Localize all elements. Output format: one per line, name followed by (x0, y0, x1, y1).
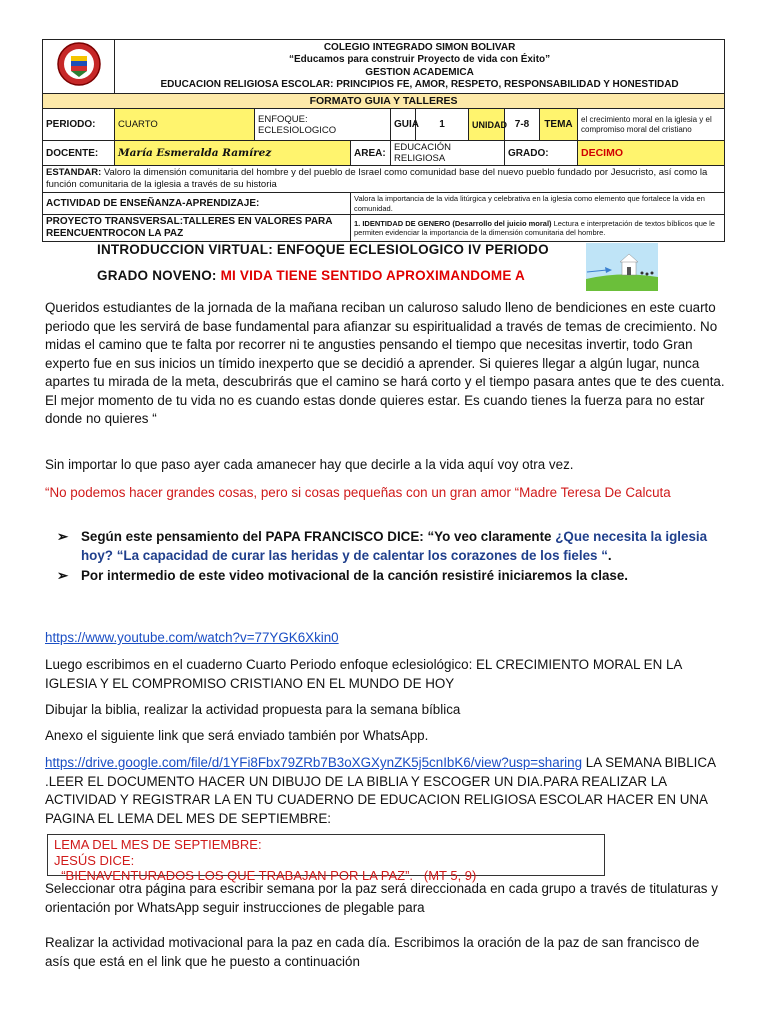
list-item (45, 528, 725, 565)
school-motto: “Educamos para construir Proyecto de vida con Éxito” (288, 54, 551, 65)
grado-value: DECIMO (578, 141, 725, 166)
docente-value: María Esmeralda Ramírez (115, 141, 351, 166)
proyecto-label: PROYECTO TRANSVERSAL:TALLERES EN VALORES PARA REENCUENTROCON LA PAZ (43, 215, 351, 242)
paragraph-dibujar: Dibujar la biblia, realizar la actividad propuesta para la semana bíblica (45, 702, 461, 717)
madre-teresa-quote: “No podemos hacer grandes cosas, pero si cosas pequeñas con un gran amor “Madre Teresa De Calcuta (45, 485, 671, 500)
school-management: GESTION ACADEMICA (365, 66, 474, 78)
school-name: COLEGIO INTEGRADO SIMON BOLIVAR (323, 41, 516, 53)
lema-box (47, 834, 605, 883)
paragraph-anexo: Anexo el siguiente link que será enviado también por WhatsApp. (45, 728, 429, 743)
paragraph-semana-biblica (45, 754, 725, 828)
bullet-list (45, 528, 725, 586)
format-title: FORMATO GUIA Y TALLERES (43, 94, 725, 109)
bullet2-text: Por intermedio de este video motivacional de la canción resistiré iniciaremos la clase. (81, 568, 629, 583)
header-table (42, 39, 725, 242)
periodo-value: CUARTO (115, 109, 255, 141)
docente-label: DOCENTE: (43, 141, 115, 166)
intro-title: INTRODUCCION VIRTUAL: ENFOQUE ECLESIOLOGICO IV PERIODO (97, 242, 549, 257)
proyecto-text: Lectura e interpretación de textos bíblicos que le permiten evidenciar la importancia de la dimensión comunitaria del hombre. (354, 218, 715, 237)
proyecto-row (351, 215, 725, 242)
area-label: AREA: (351, 141, 391, 166)
area-value: EDUCACIÓN RELIGIOSA (391, 141, 505, 166)
list-item (45, 567, 725, 586)
grado-label: GRADO: (505, 141, 578, 166)
grade-title: MI VIDA TIENE SENTIDO APROXIMANDOME A (220, 268, 525, 283)
school-education: EDUCACION RELIGIOSA ESCOLAR: PRINCIPIOS FE, AMOR, RESPETO, RESPONSABILIDAD Y HONESTIDAD (160, 79, 679, 90)
actividad-label: ACTIVIDAD DE ENSEÑANZA-APRENDIZAJE: (43, 193, 351, 215)
arrow-icon (585, 266, 613, 276)
arrow-bullet-icon: ➢ (57, 568, 69, 583)
lema-title: LEMA DEL MES DE SEPTIEMBRE: (54, 837, 262, 852)
school-logo (43, 40, 115, 94)
arrow-bullet-icon: ➢ (57, 529, 69, 544)
lema-quote: “BIENAVENTURADOS LOS QUE TRABAJAN POR LA PAZ”. (MT 5, 9) (54, 868, 477, 883)
tema-label: TEMA (540, 109, 578, 141)
actividad-text: Valora la importancia de la vida litúrgica y celebrativa en la iglesia como elemento que fortalece la vida en comunidad. (351, 193, 725, 215)
guia-value: 1 (416, 109, 469, 141)
bullet1-text-c: . (607, 547, 612, 563)
estandar-label: ESTANDAR: (46, 167, 102, 178)
grade-line (97, 268, 525, 283)
lema-jesus: JESÚS DICE: (54, 852, 135, 868)
school-info (115, 40, 725, 94)
unidad-value: 7-8 (505, 109, 540, 141)
semana-biblica-text: LA SEMANA BIBLICA .LEER EL DOCUMENTO HACER UN DIBUJO DE LA BIBLIA Y ESCOGER UN DIA.PARA REALIZAR LA ACTIVIDAD Y REGISTRAR LA EN TU CUADERNO DE EDUCACION RELIGIOSA ESCOLAR HACER EN UNA PAGINA EL LEMA DEL MES DE SEPTIEMBRE: (45, 755, 716, 826)
paragraph-cuaderno: Luego escribimos en el cuaderno Cuarto Periodo enfoque eclesiológico: EL CRECIMIENTO MORAL EN LA IGLESIA Y EL COMPROMISO CRISTIANO EN EL MUNDO DE HOY (45, 657, 682, 691)
periodo-label: PERIODO: (43, 109, 115, 141)
paragraph-realizar: Realizar la actividad motivacional para la paz en cada día. Escribimos la oración de la paz de san francisco de asís que está en el link que he puesto a continuación (45, 935, 700, 969)
estandar-text: Valoro la dimensión comunitaria del hombre y del pueblo de Israel como comunidad base del nuevo pueblo fundado por Jesucristo, así como la función comunitaria de la iglesia a través de su historia (46, 167, 708, 190)
estandar-row (43, 166, 725, 193)
bullet1-text-b: ¿Que necesita la iglesia hoy? “La capacidad de curar las heridas y de calentar los corazones de los fieles “ (81, 529, 708, 563)
guia-label: GUIA (391, 109, 416, 141)
unidad-label: UNIDAD (469, 109, 505, 141)
enfoque-label: ENFOQUE: ECLESIOLOGICO (255, 109, 391, 141)
proyecto-bold: 1. IDENTIDAD DE GENERO (Desarrollo del juicio moral) (354, 218, 552, 228)
intro-paragraph: Queridos estudiantes de la jornada de la mañana reciban un caluroso saludo lleno de bendiciones en este cuarto periodo que les servirá de base fundamental para afianzar su espiritualidad a través de temas de crecimiento. No midas el camino que te falta por recorrer ni te angusties pensando el tiempo que necesitas invertir, todo Gran experto fue en sus inicios un tímido inexperto que se decidió a aprender. Si quieres llegar a algún lugar, nunca apartes tu mirada de la meta, descubrirás que el camino se hará corto y el tiempo pasara antes que te des cuenta. El mejor momento de tu vida no es cuando estas donde quieres estar. Es cuando tienes la fuerza para no estar donde no quieres “ (45, 300, 725, 426)
bullet1-text-a: Según este pensamiento del PAPA FRANCISCO DICE: “Yo veo claramente (81, 529, 556, 544)
paragraph-seleccionar: Seleccionar otra página para escribir semana por la paz será direccionada en cada grupo a través de titulaturas y orientación por WhatsApp seguir instrucciones de plegable para (45, 881, 718, 915)
tema-value: el crecimiento moral en la iglesia y el compromiso moral del cristiano (578, 109, 725, 141)
paragraph-sin-importar: Sin importar lo que paso ayer cada amanecer hay que decirle a la vida aquí voy otra vez. (45, 457, 574, 472)
grade-label: GRADO NOVENO: (97, 268, 221, 283)
youtube-link-line (45, 629, 725, 648)
shield-icon (57, 41, 101, 87)
youtube-link[interactable]: https://www.youtube.com/watch?v=77YGK6Xkin0 (45, 630, 339, 645)
drive-link[interactable]: https://drive.google.com/file/d/1YFi8Fbx79ZRb7B3oXGXynZK5j5cnIbK6/view?usp=sharing (45, 755, 583, 770)
